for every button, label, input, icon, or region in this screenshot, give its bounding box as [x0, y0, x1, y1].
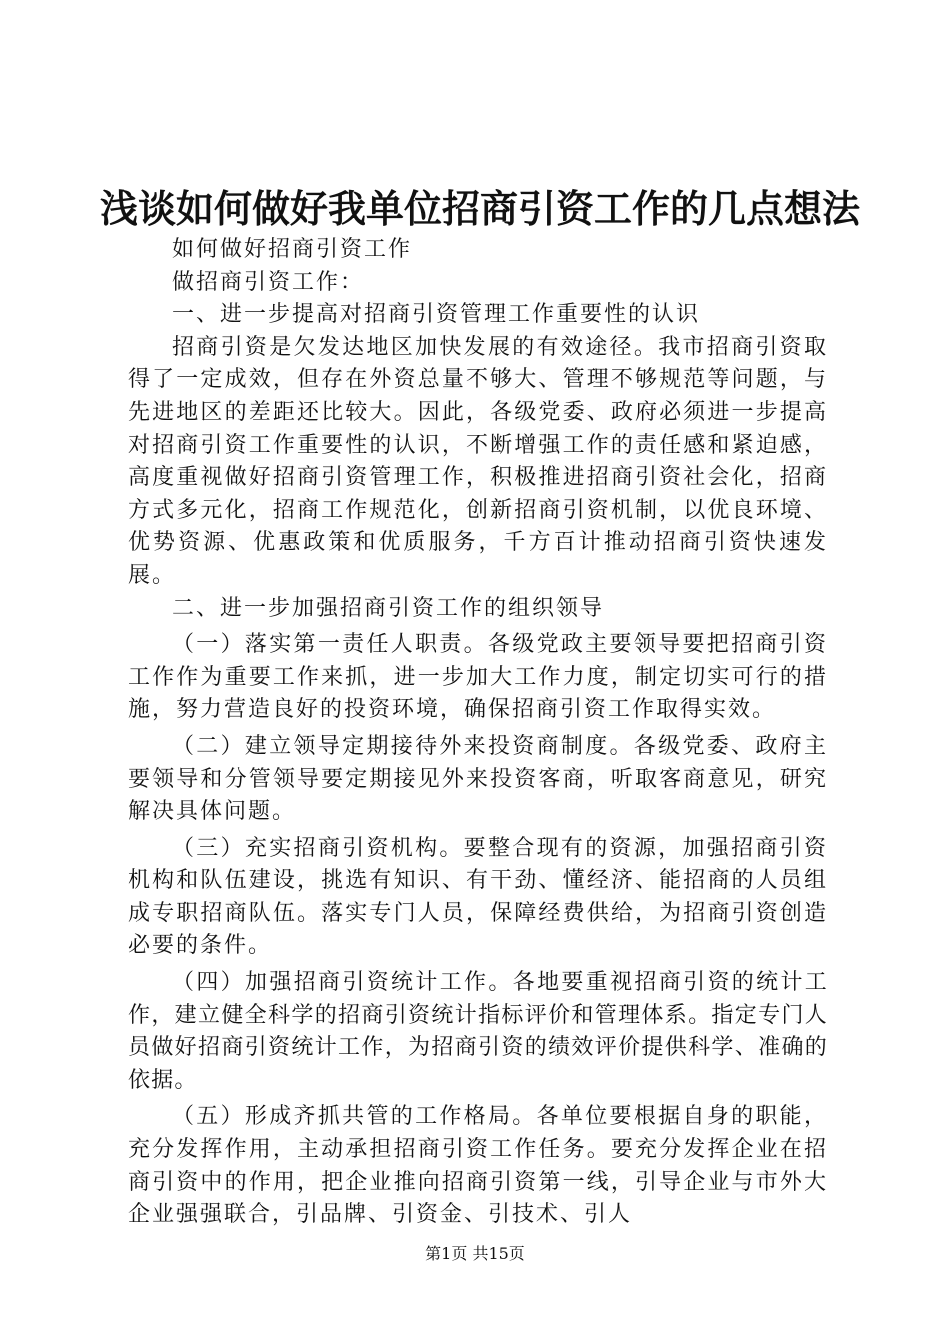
- page-number-footer: 第1页 共15页: [425, 1244, 525, 1263]
- paragraph-item-3: （三）充实招商引资机构。要整合现有的资源，加强招商引资机构和队伍建设，挑选有知识、有干劲、懂经济、能招商的人员组成专职招商队伍。落实专门人员，保障经费供给，为招商引资创造必要的条件。: [128, 835, 828, 959]
- paragraph-section-1: 招商引资是欠发达地区加快发展的有效途径。我市招商引资取得了一定成效，但存在外资总量不够大、管理不够规范等问题，与先进地区的差距还比较大。因此，各级党委、政府必须进一步提高对招商引资工作重要性的认识，不断增强工作的责任感和紧迫感，高度重视做好招商引资管理工作，积极推进招商引资社会化，招商方式多元化，招商工作规范化，创新招商引资机制，以优良环境、优势资源、优惠政策和优质服务，千方百计推动招商引资快速发展。: [128, 334, 828, 588]
- paragraph-subheading: 如何做好招商引资工作: [172, 237, 413, 262]
- document-body: [128, 234, 828, 1232]
- document-title: 浅谈如何做好我单位招商引资工作的几点想法: [100, 186, 861, 231]
- paragraph-item-5: （五）形成齐抓共管的工作格局。各单位要根据自身的职能，充分发挥作用，主动承担招商引资工作任务。要充分发挥企业在招商引资中的作用，把企业推向招商引资第一线，引导企业与市外大企业强强联合，引品牌、引资金、引技术、引人: [128, 1104, 828, 1228]
- paragraph-item-1: （一）落实第一责任人职责。各级党政主要领导要把招商引资工作作为重要工作来抓，进一步加大工作力度，制定切实可行的措施，努力营造良好的投资环境，确保招商引资工作取得实效。: [128, 632, 828, 723]
- paragraph-intro: 做招商引资工作：: [172, 269, 365, 295]
- section-heading-1: 一、进一步提高对招商引资管理工作重要性的认识: [172, 302, 701, 328]
- section-heading-2: 二、进一步加强招商引资工作的组织领导: [172, 595, 605, 621]
- paragraph-item-2: （二）建立领导定期接待外来投资商制度。各级党委、政府主要领导和分管领导要定期接见外来投资客商，听取客商意见，研究解决具体问题。: [128, 733, 828, 825]
- paragraph-item-4: （四）加强招商引资统计工作。各地要重视招商引资的统计工作，建立健全科学的招商引资统计指标评价和管理体系。指定专门人员做好招商引资统计工作，为招商引资的绩效评价提供科学、准确的依据。: [128, 970, 828, 1093]
